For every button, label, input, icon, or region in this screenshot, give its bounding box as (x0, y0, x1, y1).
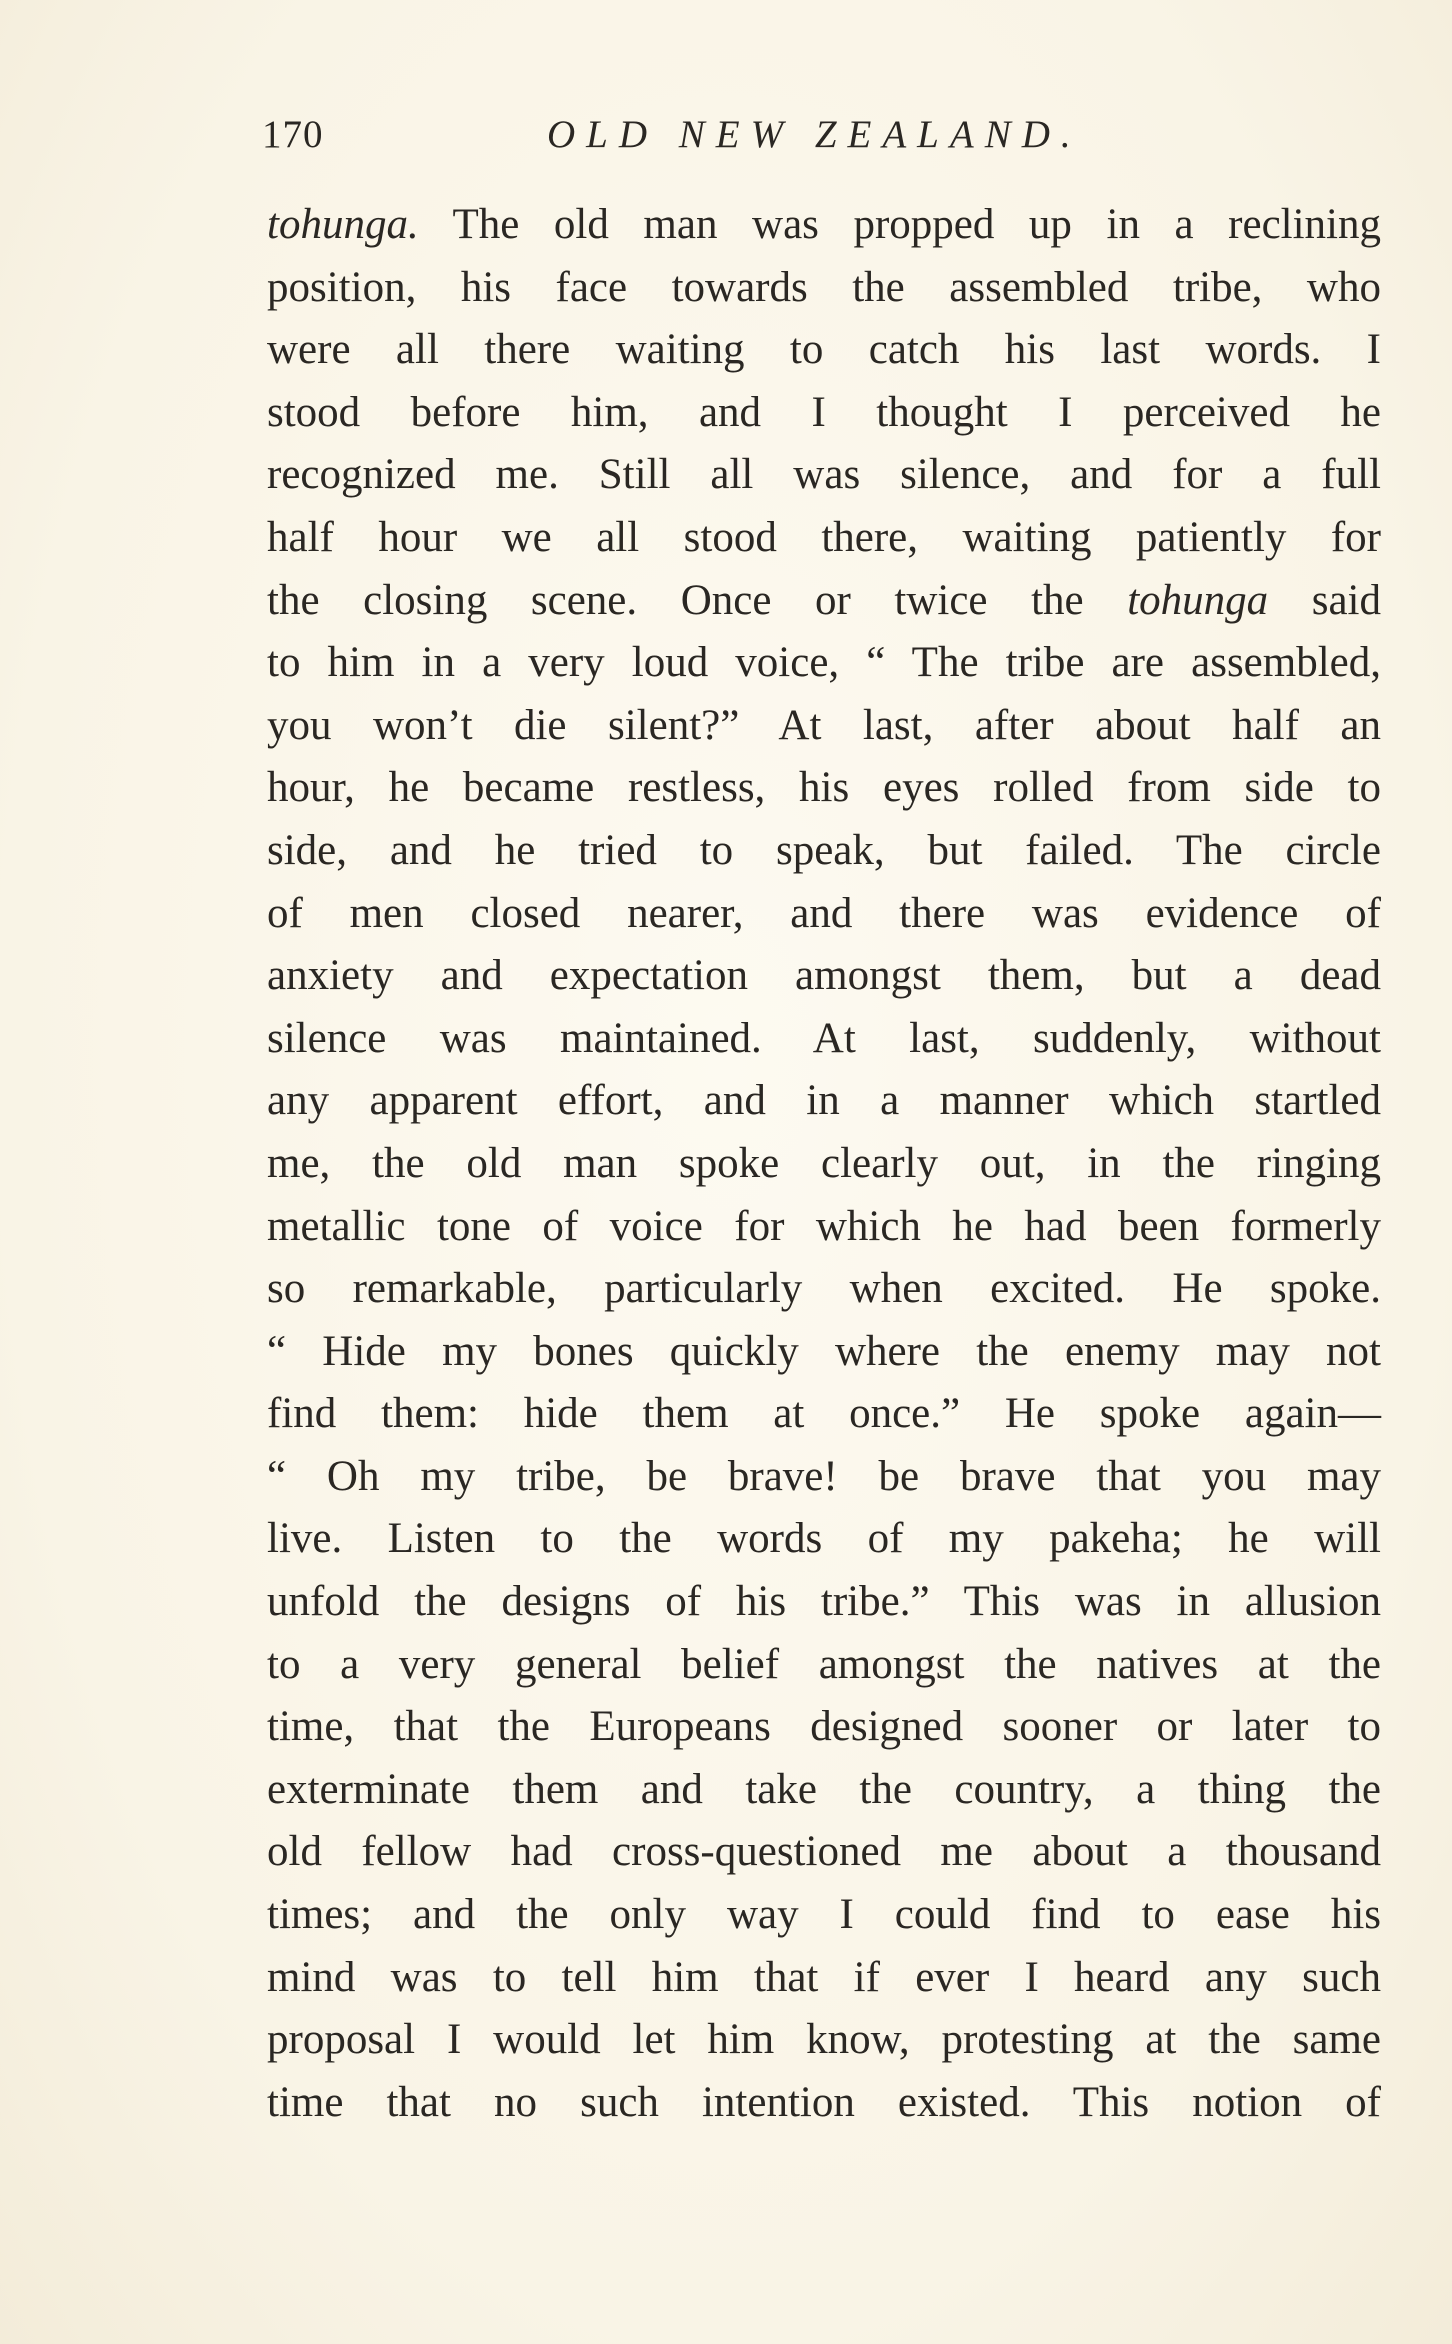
text-line (267, 257, 1381, 320)
text-line (267, 757, 1381, 820)
text-line (267, 1634, 1381, 1697)
text-line (267, 1759, 1381, 1822)
text-line (267, 1196, 1381, 1259)
text-run: said (1268, 576, 1381, 624)
text-line (267, 1321, 1381, 1384)
page-number: 170 (262, 113, 324, 156)
text-run: exterminate them and take the country, a thing the (267, 1765, 1381, 1813)
text-run: to him in a very loud voice, “ The tribe are assembled, (267, 639, 1381, 687)
body-text (267, 194, 1381, 2134)
text-run: you won’t die silent?” At last, after about half an (267, 701, 1381, 749)
text-run: time that no such intention existed. This notion of (267, 2078, 1381, 2126)
text-line (267, 1070, 1381, 1133)
text-run: proposal I would let him know, protesting at the same (267, 2016, 1381, 2064)
text-line (267, 382, 1381, 445)
text-run: old fellow had cross-questioned me about a thousand (267, 1828, 1381, 1876)
text-line (267, 570, 1381, 633)
text-run: metallic tone of voice for which he had been formerly (267, 1202, 1381, 1250)
text-run: half hour we all stood there, waiting patiently for (267, 513, 1381, 561)
text-line (267, 444, 1381, 507)
text-run: side, and he tried to speak, but failed. The circle (267, 826, 1381, 874)
text-run: were all there waiting to catch his last words. I (267, 326, 1381, 374)
text-line (267, 507, 1381, 570)
text-line (267, 319, 1381, 382)
text-run: stood before him, and I thought I perceived he (267, 388, 1381, 436)
text-line (267, 2072, 1381, 2135)
italic-text: tohunga (1127, 576, 1269, 624)
text-line (267, 632, 1381, 695)
text-run: position, his face towards the assembled tribe, who (267, 263, 1381, 311)
text-run: time, that the Europeans designed sooner or later to (267, 1703, 1381, 1751)
text-run: me, the old man spoke clearly out, in the ringing (267, 1139, 1381, 1187)
text-run: mind was to tell him that if ever I heard any such (267, 1953, 1381, 2001)
text-run: recognized me. Still all was silence, and for a full (267, 451, 1381, 499)
text-run: find them: hide them at once.” He spoke again— (267, 1390, 1381, 1438)
text-line (267, 820, 1381, 883)
text-line (267, 1821, 1381, 1884)
text-run: hour, he became restless, his eyes rolled from side to (267, 764, 1381, 812)
text-line (267, 1383, 1381, 1446)
text-run: of men closed nearer, and there was evidence of (267, 889, 1381, 937)
italic-text: tohunga. (267, 201, 419, 248)
text-run: unfold the designs of his tribe.” This was in allusion (267, 1578, 1381, 1626)
text-line (267, 1571, 1381, 1634)
text-run: the closing scene. Once or twice the (267, 576, 1128, 624)
text-run: so remarkable, particularly when excited. He spoke. (267, 1265, 1381, 1313)
text-line (267, 945, 1381, 1008)
text-line (267, 1696, 1381, 1759)
text-run: “ Hide my bones quickly where the enemy may not (267, 1327, 1381, 1375)
text-line (267, 883, 1381, 946)
text-line (267, 1947, 1381, 2010)
running-title: OLD NEW ZEALAND. (547, 113, 1082, 156)
text-run: silence was maintained. At last, suddenly, without (267, 1014, 1381, 1062)
text-line (267, 1884, 1381, 1947)
text-run: anxiety and expectation amongst them, but a dead (267, 952, 1381, 1000)
text-run: The old man was propped up in a reclining (418, 201, 1381, 248)
text-line (267, 1508, 1381, 1571)
text-line (267, 1133, 1381, 1196)
text-line (267, 1008, 1381, 1071)
text-line (267, 2009, 1381, 2072)
text-line (267, 194, 1381, 257)
running-head (262, 112, 1092, 172)
text-run: any apparent effort, and in a manner which startled (267, 1077, 1381, 1125)
text-run: “ Oh my tribe, be brave! be brave that you may (267, 1452, 1381, 1500)
text-line (267, 1446, 1381, 1509)
text-line (267, 695, 1381, 758)
text-run: times; and the only way I could find to ease his (267, 1891, 1381, 1939)
text-run: to a very general belief amongst the natives at the (267, 1640, 1381, 1688)
text-line (267, 1258, 1381, 1321)
text-run: live. Listen to the words of my pakeha; he will (267, 1515, 1381, 1563)
